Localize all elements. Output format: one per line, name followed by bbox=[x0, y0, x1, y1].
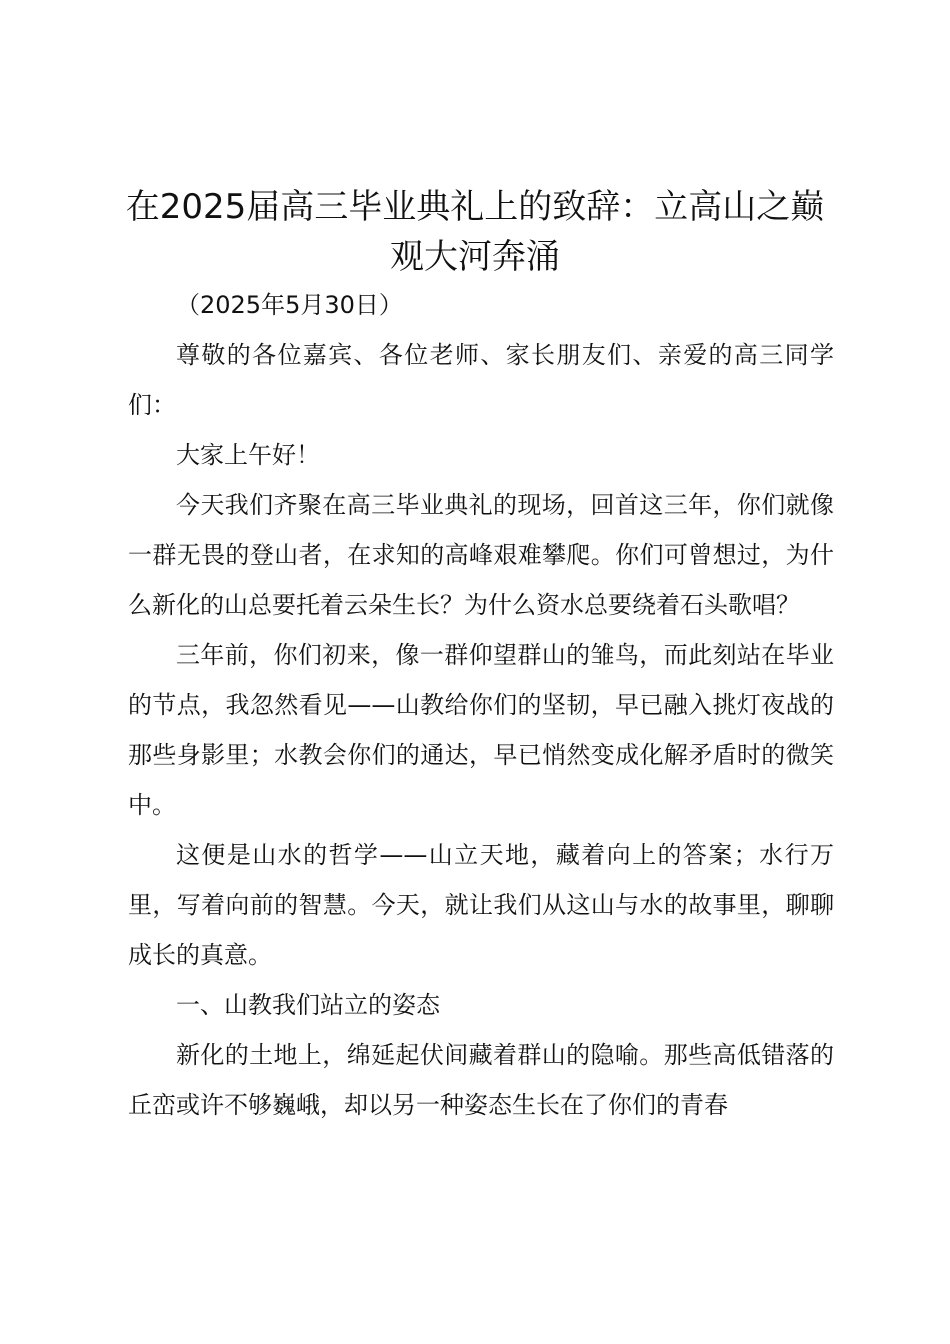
greeting-paragraph: 大家上午好！ bbox=[176, 441, 320, 469]
body-paragraph: 新化的土地上，绵延起伏间藏着群山的隐喻。那些高低错落的丘峦或许不够巍峨，却以另一种姿态生长在了你们的青春 bbox=[128, 1041, 834, 1119]
salutation-paragraph: 尊敬的各位嘉宾、各位老师、家长朋友们、亲爱的高三同学们： bbox=[128, 341, 834, 419]
section-heading: 一、山教我们站立的姿态 bbox=[176, 991, 440, 1019]
document-date: （2025年5月30日） bbox=[176, 291, 403, 319]
document-title: 在2025届高三毕业典礼上的致辞：立高山之巅观大河奔涌 bbox=[125, 187, 825, 277]
document-body bbox=[128, 280, 834, 1130]
body-paragraph: 这便是山水的哲学——山立天地，藏着向上的答案；水行万里，写着向前的智慧。今天，就让我们从这山与水的故事里，聊聊成长的真意。 bbox=[128, 841, 834, 969]
body-paragraph: 今天我们齐聚在高三毕业典礼的现场，回首这三年，你们就像一群无畏的登山者，在求知的高峰艰难攀爬。你们可曾想过，为什么新化的山总要托着云朵生长？为什么资水总要绕着石头歌唱？ bbox=[128, 491, 834, 619]
body-paragraph: 三年前，你们初来，像一群仰望群山的雏鸟，而此刻站在毕业的节点，我忽然看见——山教给你们的坚韧，早已融入挑灯夜战的那些身影里；水教会你们的通达，早已悄然变成化解矛盾时的微笑中。 bbox=[128, 641, 834, 819]
